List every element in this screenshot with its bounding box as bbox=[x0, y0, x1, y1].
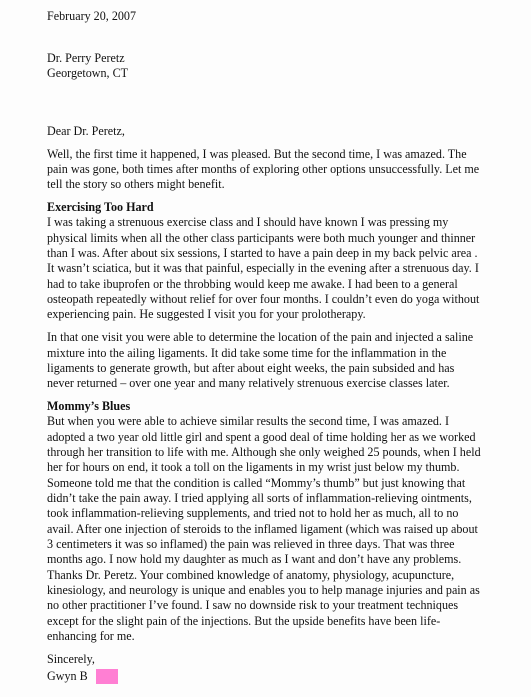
body-line: It wasn’t sciatica, but it was that painful, especially in the evening after a strenuous day. I bbox=[47, 261, 479, 275]
intro-line: pain was gone, both times after months of exploring other options unsuccessfully. Let me bbox=[47, 162, 480, 176]
body-line: Someone told me that the condition is called “Mommy’s thumb” but just knowing that bbox=[47, 476, 466, 490]
body-line: experiencing pain. He suggested I visit you for your prolotherapy. bbox=[47, 307, 366, 321]
body-line: adopted a two year old little girl and spent a good deal of time holding her as we worked bbox=[47, 430, 476, 444]
body-line: no other practitioner I’ve found. I saw no downside risk to your treatment techniques bbox=[47, 598, 459, 612]
body-line: Thanks Dr. Peretz. Your combined knowledge of anatomy, physiology, acupuncture, bbox=[47, 568, 455, 582]
letter-date: February 20, 2007 bbox=[47, 9, 137, 23]
body-line: In that one visit you were able to determine the location of the pain and injected a saline bbox=[47, 330, 474, 344]
body-line: took inflammation-relieving supplements, and tried not to hold her as much, all to no bbox=[47, 506, 459, 520]
body-line: physical limits when all the other class participants were both much younger and thinner bbox=[47, 231, 476, 245]
recipient-location: Georgetown, CT bbox=[47, 66, 129, 80]
body-line: osteopath repeatedly without relief for over four months. I couldn’t even do yoga without bbox=[47, 292, 480, 306]
body-line: 3 centimeters it was so inflamed) the pain was relieved in three days. That was three bbox=[47, 537, 455, 551]
body-line: months ago. I now hold my daughter as much as I want and don’t have any problems. bbox=[47, 552, 462, 566]
body-line: avail. After one injection of steroids to the inflamed ligament (which was raised up about bbox=[47, 522, 478, 536]
body-line: never returned – over one year and many relatively strenuous exercise classes later. bbox=[47, 376, 450, 390]
section-heading-exercising: Exercising Too Hard bbox=[47, 200, 154, 214]
body-line: except for the slight pain of the injections. But the upside benefits have been life- bbox=[47, 614, 441, 628]
body-line: didn’t take the pain away. I tried applying all sorts of inflammation-relieving ointments, bbox=[47, 491, 472, 505]
body-line: her for hours on end, it took a toll on the ligaments in my wrist just below my thumb. bbox=[47, 460, 460, 474]
signature: Gwyn B bbox=[47, 669, 88, 683]
closing: Sincerely, bbox=[47, 652, 95, 666]
body-line: had to take ibuprofen or the throbbing would keep me awake. I had been to a general bbox=[47, 277, 458, 291]
body-line: through her transition to life with me. Although she only weighed 25 pounds, when I held bbox=[47, 445, 481, 459]
intro-line: Well, the first time it happened, I was pleased. But the second time, I was amazed. The bbox=[47, 147, 467, 161]
body-line: kinesiology, and neurology is unique and enables you to help manage injuries and pain as bbox=[47, 583, 480, 597]
recipient-name: Dr. Perry Peretz bbox=[47, 51, 125, 65]
body-line: than I was. After about six sessions, I started to have a pain deep in my back pelvic area . bbox=[47, 246, 478, 260]
redaction-box bbox=[96, 669, 118, 684]
body-line: But when you were able to achieve similar results the second time, I was amazed. I bbox=[47, 414, 449, 428]
body-line: ligaments to generate growth, but after about eight weeks, the pain subsided and has bbox=[47, 361, 455, 375]
section-heading-mommys-blues: Mommy’s Blues bbox=[47, 399, 131, 413]
body-line: mixture into the ailing ligaments. It did take some time for the inflammation in the bbox=[47, 346, 447, 360]
body-line: I was taking a strenuous exercise class and I should have known I was pressing my bbox=[47, 215, 449, 229]
salutation: Dear Dr. Peretz, bbox=[47, 124, 125, 138]
body-line: enhancing for me. bbox=[47, 629, 135, 643]
intro-line: tell the story so others might benefit. bbox=[47, 177, 225, 191]
